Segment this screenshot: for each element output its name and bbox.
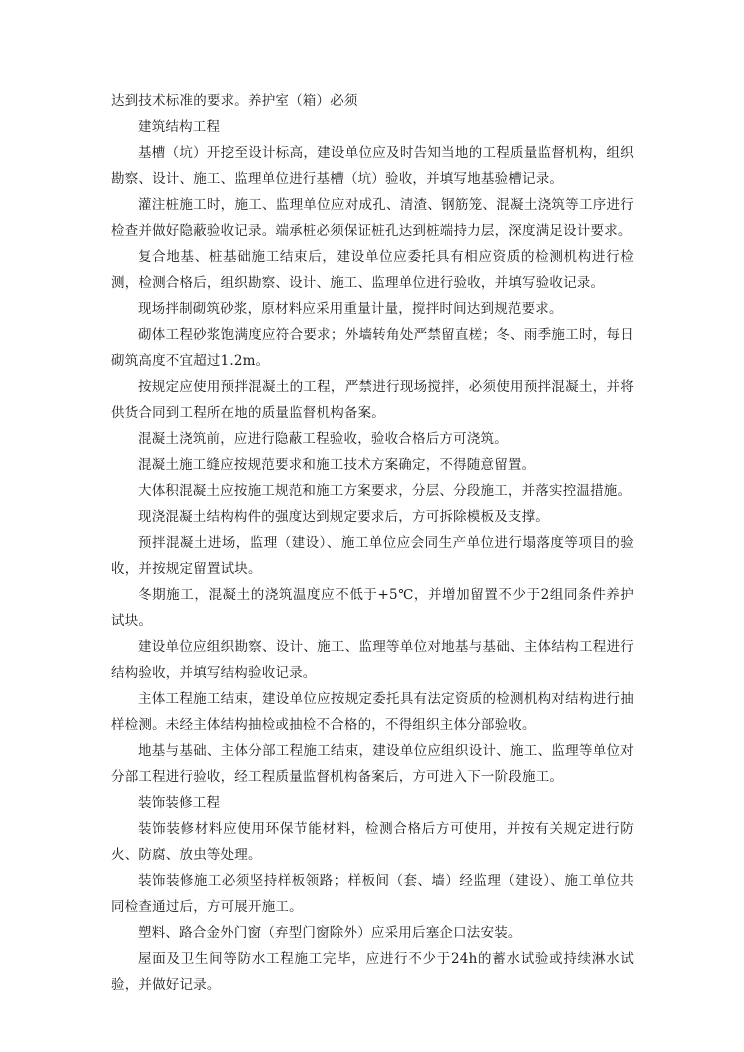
paragraph: 主体工程施工结束，建设单位应按规定委托具有法定资质的检测机构对结构进行抽样检测。未经主体结构抽检或抽检不合格的，不得组织主体分部验收。 bbox=[111, 691, 634, 733]
paragraph: 装饰装修施工必须坚持样板领路；样板间（套、墙）经监理（建设）、施工单位共同检查通过后，方可展开施工。 bbox=[111, 873, 634, 915]
paragraph: 灌注桩施工时，施工、监理单位应对成孔、清渣、钢筋笼、混凝土浇筑等工序进行检查并做好隐蔽验收记录。端承桩必须保证桩孔达到桩端持力层，深度满足设计要求。 bbox=[111, 197, 634, 239]
paragraph: 建设单位应组织勘察、设计、施工、监理等单位对地基与基础、主体结构工程进行结构验收，并填写结构验收记录。 bbox=[111, 639, 634, 681]
paragraph: 达到技术标准的要求。养护室（箱）必须 bbox=[111, 93, 358, 109]
section-heading: 装饰装修工程 bbox=[138, 795, 221, 811]
section-heading: 建筑结构工程 bbox=[138, 119, 221, 135]
paragraph: 基槽（坑）开挖至设计标高，建设单位应及时告知当地的工程质量监督机构，组织勘察、设计、施工、监理单位进行基槽（坑）验收，并填写地基验槽记录。 bbox=[111, 145, 634, 187]
paragraph: 预拌混凝土进场，监理（建设）、施工单位应会同生产单位进行塌落度等项目的验收，并按规定留置试块。 bbox=[111, 535, 634, 577]
paragraph: 现浇混凝土结构构件的强度达到规定要求后，方可拆除模板及支撑。 bbox=[138, 509, 549, 525]
paragraph: 冬期施工，混凝土的浇筑温度应不低于+5℃，并增加留置不少于2组同条件养护试块。 bbox=[111, 587, 634, 629]
paragraph: 混凝土浇筑前，应进行隐蔽工程验收，验收合格后方可浇筑。 bbox=[138, 431, 508, 447]
paragraph: 大体积混凝土应按施工规范和施工方案要求，分层、分段施工，并落实控温措施。 bbox=[138, 483, 632, 499]
paragraph: 现场拌制砌筑砂浆，原材料应采用重量计量，搅拌时间达到规范要求。 bbox=[138, 301, 563, 317]
document-body bbox=[111, 88, 634, 998]
paragraph: 地基与基础、主体分部工程施工结束，建设单位应组织设计、施工、监理等单位对分部工程进行验收，经工程质量监督机构备案后，方可进入下一阶段施工。 bbox=[111, 743, 634, 785]
paragraph: 装饰装修材料应使用环保节能材料，检测合格后方可使用，并按有关规定进行防火、防腐、放虫等处理。 bbox=[111, 821, 634, 863]
paragraph: 混凝土施工缝应按规范要求和施工技术方案确定，不得随意留置。 bbox=[138, 457, 536, 473]
paragraph: 按规定应使用预拌混凝土的工程，严禁进行现场搅拌，必须使用预拌混凝土，并将供货合同到工程所在地的质量监督机构备案。 bbox=[111, 379, 634, 421]
paragraph: 复合地基、桩基础施工结束后，建设单位应委托具有相应资质的检测机构进行检测，检测合格后，组织勘察、设计、施工、监理单位进行验收，并填写验收记录。 bbox=[111, 249, 634, 291]
paragraph: 塑料、路合金外门窗（弃型门窗除外）应采用后塞企口法安装。 bbox=[138, 925, 522, 941]
paragraph: 屋面及卫生间等防水工程施工完毕，应进行不少于24h的蓄水试验或持续淋水试验，并做好记录。 bbox=[111, 951, 634, 993]
paragraph: 砌体工程砂浆饱满度应符合要求；外墙转角处严禁留直槎；冬、雨季施工时，每日砌筑高度不宜超过1.2m。 bbox=[111, 327, 634, 369]
